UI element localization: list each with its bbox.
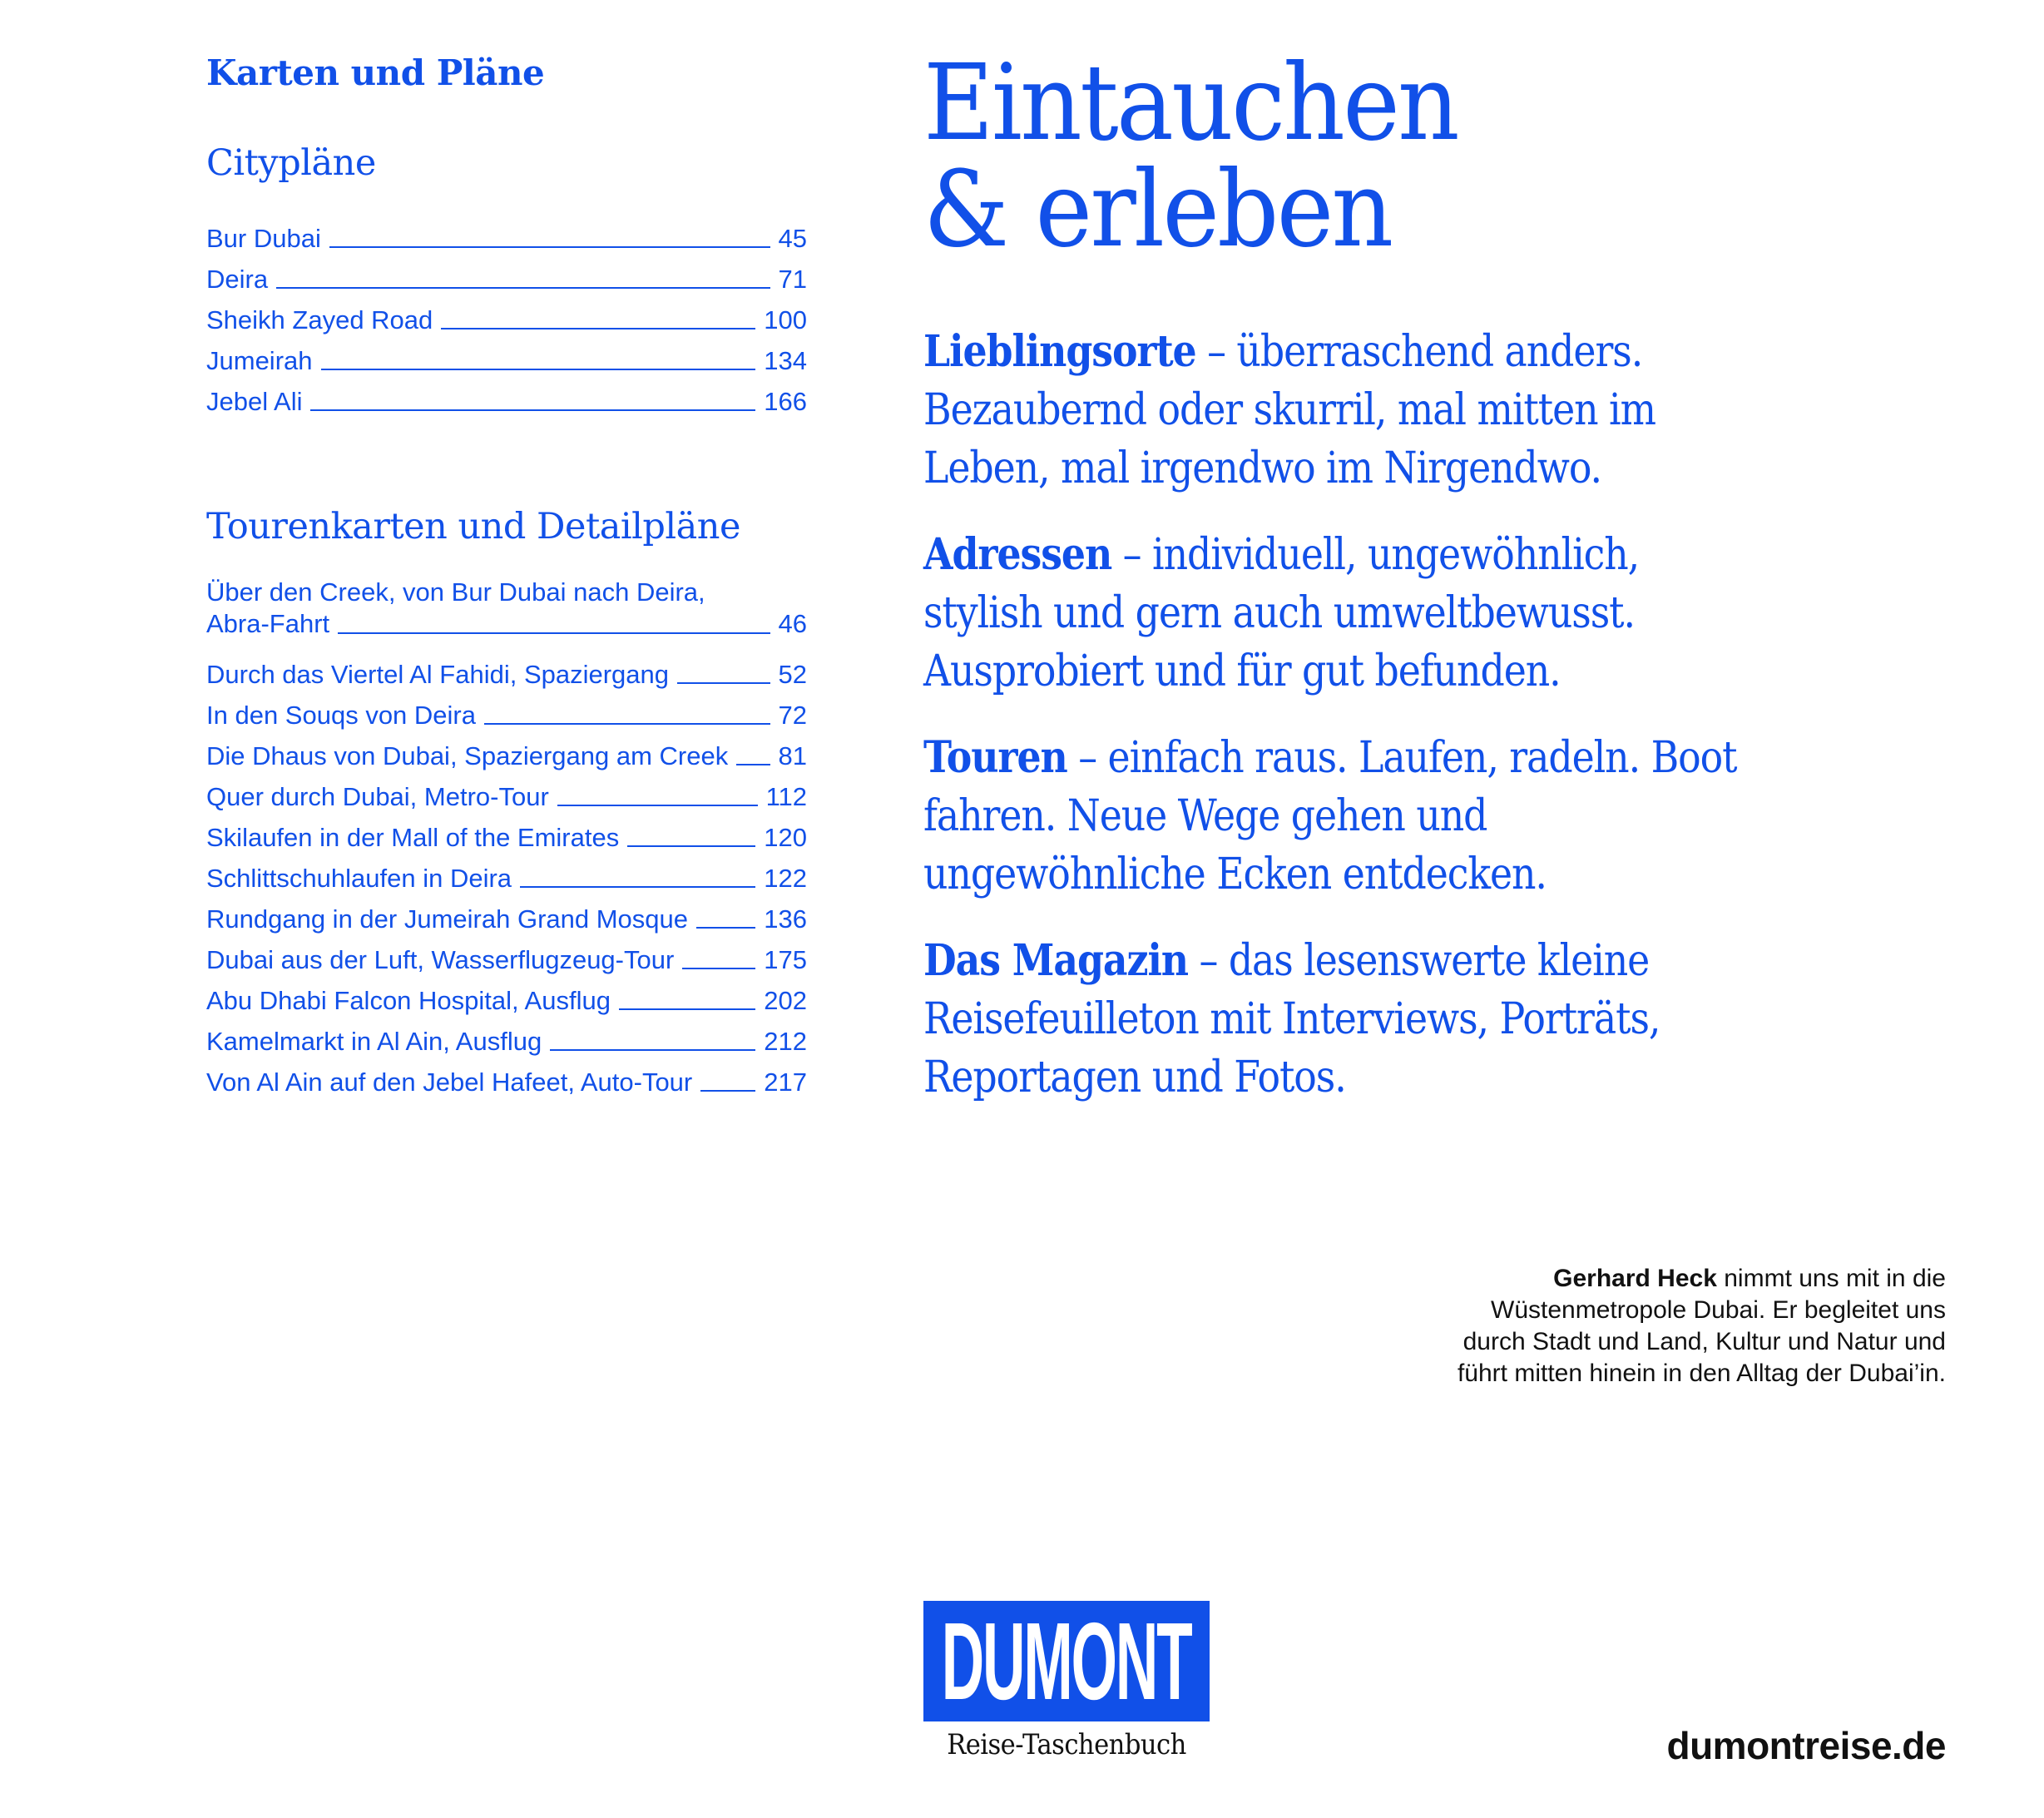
feature-text: – überraschend anders. Bezaubernd oder skurril, mal mitten im Leben, mal irgendwo im Nirgendwo. <box>923 327 1655 493</box>
maps-heading: Karten und Pläne <box>206 52 545 93</box>
tour-maps-heading: Tourenkarten und Detailpläne <box>206 506 740 547</box>
toc-entry-page: 46 <box>778 609 807 638</box>
toc-leader-line <box>682 968 755 969</box>
toc-leader-line <box>696 927 755 929</box>
toc-entry-page: 112 <box>765 782 807 811</box>
toc-entry <box>206 934 807 975</box>
toc-entry-page: 175 <box>764 945 807 974</box>
toc-entry-label: Bur Dubai <box>206 224 321 253</box>
feature-lieblingsorte <box>923 323 1758 498</box>
author-blurb <box>1447 1263 1946 1390</box>
toc-entry-page: 166 <box>764 387 807 416</box>
toc-entry-label: Dubai aus der Luft, Wasserflugzeug-Tour <box>206 945 675 974</box>
toc-entry <box>206 1057 807 1097</box>
feature-touren <box>923 729 1758 904</box>
toc-entry-label: Jebel Ali <box>206 387 303 416</box>
toc-entry <box>206 649 807 690</box>
feature-text: – das lesenswerte kleine Reisefeuilleton mit Interviews, Porträts, Reportagen und Fotos. <box>923 936 1660 1102</box>
logo-wordmark: DUMONT <box>942 1601 1191 1721</box>
toc-entry-label: Rundgang in der Jumeirah Grand Mosque <box>206 904 689 934</box>
toc-entry-page: 136 <box>764 904 807 934</box>
toc-entry-label-line1: Über den Creek, von Bur Dubai nach Deira, <box>206 577 705 607</box>
toc-leader-line <box>310 409 755 411</box>
toc-entry-label: Die Dhaus von Dubai, Spaziergang am Creek <box>206 741 729 770</box>
toc-entry-line2 <box>206 608 807 640</box>
toc-entry <box>206 335 807 376</box>
publisher-logo <box>923 1601 1210 1761</box>
toc-leader-line <box>557 805 758 806</box>
feature-text: – individuell, ungewöhnlich, stylish und gern auch umweltbewusst. Ausprobiert und für gut befunden. <box>923 530 1640 696</box>
toc-entry-label: Skilaufen in der Mall of the Emirates <box>206 823 620 852</box>
map-index <box>206 48 807 1097</box>
toc-entry <box>206 771 807 812</box>
feature-title: Lieblingsorte <box>923 326 1196 377</box>
toc-entry <box>206 1016 807 1057</box>
toc-entry <box>206 731 807 771</box>
author-text: nimmt uns mit in die Wüstenmetropole Dubai. Er begleitet uns durch Stadt und Land, Kultur und Natur und führt mitten hinein in den Alltag der Dubai’in. <box>1457 1265 1946 1387</box>
toc-entry-label: Abu Dhabi Falcon Hospital, Ausflug <box>206 986 611 1015</box>
author-name: Gerhard Heck <box>1553 1265 1717 1292</box>
toc-entry <box>206 376 807 417</box>
toc-leader-line <box>276 287 770 289</box>
toc-entry-page: 81 <box>778 741 807 770</box>
toc-entry-label-line2: Abra-Fahrt <box>206 609 330 638</box>
toc-leader-line <box>619 1008 755 1010</box>
toc-entry <box>206 975 807 1016</box>
toc-leader-line <box>321 369 756 370</box>
toc-entry-label: Jumeirah <box>206 346 313 375</box>
toc-entry-label: Schlittschuhlaufen in Deira <box>206 864 512 893</box>
toc-entry-page: 122 <box>764 864 807 893</box>
toc-leader-line <box>441 328 755 329</box>
toc-leader-line <box>520 886 755 888</box>
toc-entry-label: Deira <box>206 265 269 294</box>
toc-entry <box>206 853 807 894</box>
toc-entry-page: 134 <box>764 346 807 375</box>
toc-entry-page: 72 <box>778 701 807 730</box>
feature-adressen <box>923 526 1758 701</box>
toc-entry <box>206 894 807 934</box>
website-url: dumontreise.de <box>1666 1724 1946 1767</box>
hero-title-line1: Eintauchen <box>923 42 1458 164</box>
toc-leader-line <box>700 1090 755 1092</box>
toc-entry-page: 202 <box>764 986 807 1015</box>
toc-leader-line <box>550 1049 755 1051</box>
toc-entry-label: Quer durch Dubai, Metro-Tour <box>206 782 549 811</box>
feature-title: Das Magazin <box>923 935 1189 986</box>
toc-entry-label: In den Souqs von Deira <box>206 701 476 730</box>
toc-leader-line <box>338 632 770 634</box>
toc-leader-line <box>736 764 770 765</box>
toc-leader-line <box>627 845 755 847</box>
hero-title <box>923 42 1689 270</box>
toc-entry <box>206 254 807 295</box>
toc-entry-page: 100 <box>764 305 807 334</box>
toc-entry <box>206 213 807 254</box>
toc-leader-line <box>484 723 770 725</box>
toc-entry <box>206 690 807 731</box>
logo-subtitle: Reise-Taschenbuch <box>947 1728 1186 1761</box>
feature-magazin <box>923 932 1758 1107</box>
feature-title: Adressen <box>923 529 1112 580</box>
toc-entry-page: 71 <box>778 265 807 294</box>
promo-column <box>923 42 1755 1135</box>
toc-entry <box>206 812 807 853</box>
toc-entry-label: Kamelmarkt in Al Ain, Ausflug <box>206 1027 542 1056</box>
city-maps-heading: Citypläne <box>206 142 376 184</box>
toc-entry-page: 120 <box>764 823 807 852</box>
feature-list <box>923 323 1755 1107</box>
hero-title-line2: & erleben <box>923 148 1392 270</box>
toc-entry-page: 45 <box>778 224 807 253</box>
toc-leader-line <box>329 246 770 248</box>
toc-entry-page: 212 <box>764 1027 807 1056</box>
toc-entry-page: 52 <box>778 660 807 689</box>
feature-title: Touren <box>923 732 1067 783</box>
toc-entry-page: 217 <box>764 1068 807 1097</box>
tour-maps-list <box>206 577 807 1097</box>
toc-entry-label: Sheikh Zayed Road <box>206 305 433 334</box>
toc-entry-label: Von Al Ain auf den Jebel Hafeet, Auto-Tour <box>206 1068 693 1097</box>
logo-box <box>923 1601 1210 1721</box>
toc-entry <box>206 577 807 640</box>
feature-text: – einfach raus. Laufen, radeln. Boot fahren. Neue Wege gehen und ungewöhnliche Ecken entdecken. <box>923 733 1737 899</box>
city-maps-list <box>206 213 807 417</box>
toc-entry <box>206 295 807 335</box>
toc-entry-label: Durch das Viertel Al Fahidi, Spaziergang <box>206 660 670 689</box>
toc-leader-line <box>677 682 770 684</box>
